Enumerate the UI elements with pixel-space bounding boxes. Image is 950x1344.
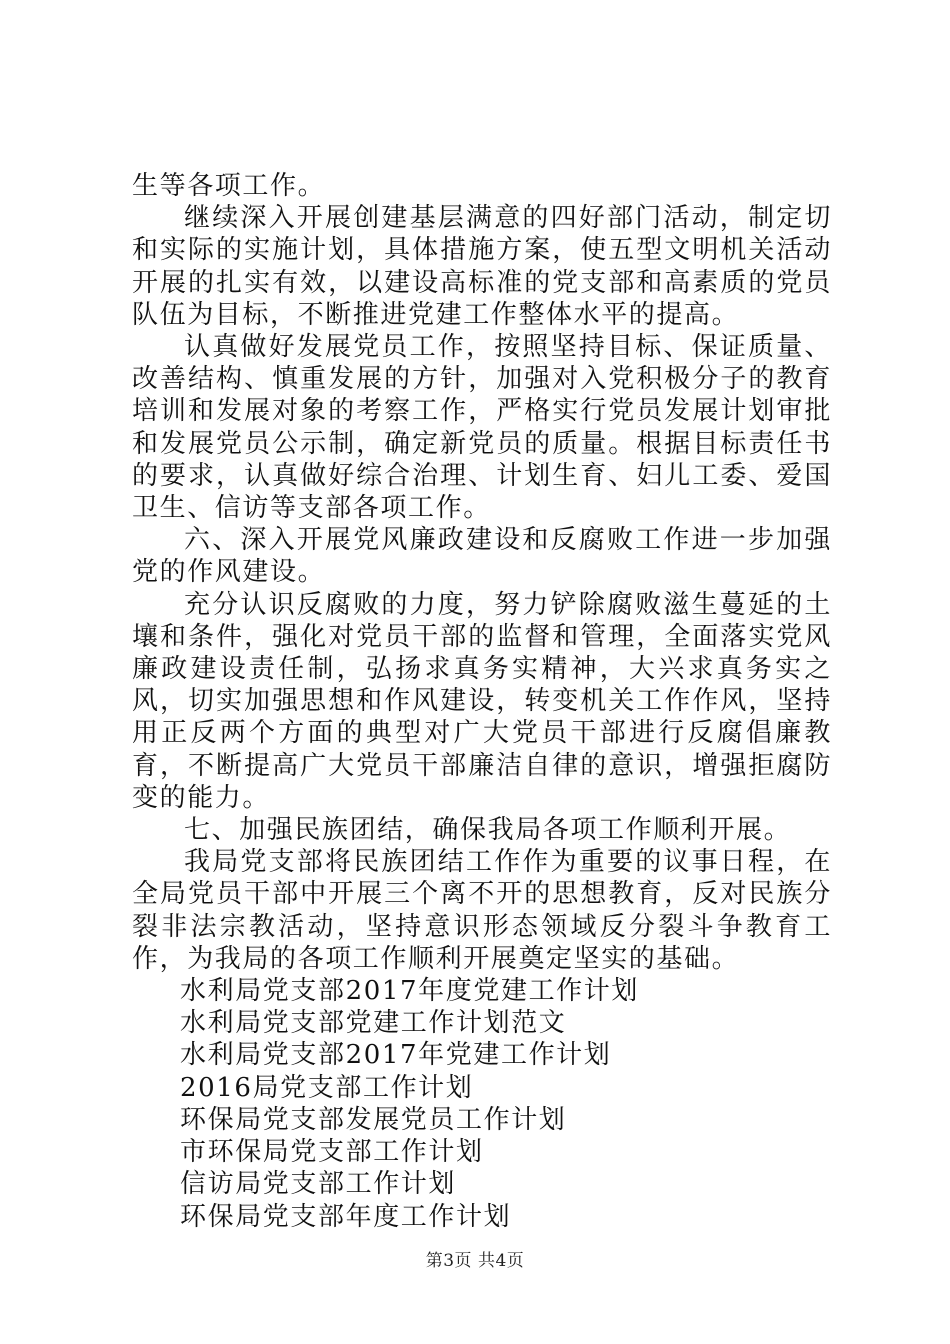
- related-links-list: [132, 975, 832, 1233]
- paragraph-ethnic-unity: 我局党支部将民族团结工作作为重要的议事日程，在全局党员干部中开展三个离不开的思想教育，反对民族分裂非法宗教活动，坚持意识形态领域反分裂斗争教育工作，为我局的各项工作顺利开展奠定坚实的基础。: [132, 847, 832, 974]
- paragraph-anti-corruption: 充分认识反腐败的力度，努力铲除腐败滋生蔓延的土壤和条件，强化对党员干部的监督和管理，全面落实党风廉政建设责任制，弘扬求真务实精神，大兴求真务实之风，切实加强思想和作风建设，转变机关工作作风，坚持用正反两个方面的典型对广大党员干部进行反腐倡廉教育，不断提高广大党员干部廉洁自律的意识，增强拒腐防变的能力。: [132, 589, 832, 813]
- related-link[interactable]: 环保局党支部发展党员工作计划: [180, 1104, 567, 1135]
- related-link[interactable]: 水利局党支部2017年党建工作计划: [180, 1040, 612, 1071]
- related-link[interactable]: 信访局党支部工作计划: [180, 1169, 457, 1200]
- related-link[interactable]: 环保局党支部年度工作计划: [180, 1201, 512, 1232]
- section-heading-six: 六、深入开展党风廉政建设和反腐败工作进一步加强党的作风建设。: [132, 525, 832, 588]
- paragraph-party-member-development: 认真做好发展党员工作，按照坚持目标、保证质量、改善结构、慎重发展的方针，加强对入党积极分子的教育培训和发展对象的考察工作，严格实行党员发展计划审批和发展党员公示制，确定新党员的质量。根据目标责任书的要求，认真做好综合治理、计划生育、妇儿工委、爱国卫生、信访等支部各项工作。: [132, 332, 832, 524]
- section-heading-seven: 七、加强民族团结，确保我局各项工作顺利开展。: [184, 815, 792, 846]
- related-link[interactable]: 市环保局党支部工作计划: [180, 1137, 484, 1168]
- related-link[interactable]: 水利局党支部党建工作计划范文: [180, 1008, 567, 1039]
- document-body: [132, 170, 832, 1233]
- page-number-footer: 第3页 共4页: [425, 1251, 525, 1271]
- paragraph-continuation: 生等各项工作。: [132, 171, 326, 201]
- related-link[interactable]: 2016局党支部工作计划: [180, 1072, 474, 1103]
- related-link[interactable]: 水利局党支部2017年度党建工作计划: [180, 976, 639, 1007]
- paragraph-four-good-departments: 继续深入开展创建基层满意的四好部门活动，制定切和实际的实施计划，具体措施方案，使五型文明机关活动开展的扎实有效，以建设高标准的党支部和高素质的党员队伍为目标，不断推进党建工作整体水平的提高。: [132, 203, 832, 330]
